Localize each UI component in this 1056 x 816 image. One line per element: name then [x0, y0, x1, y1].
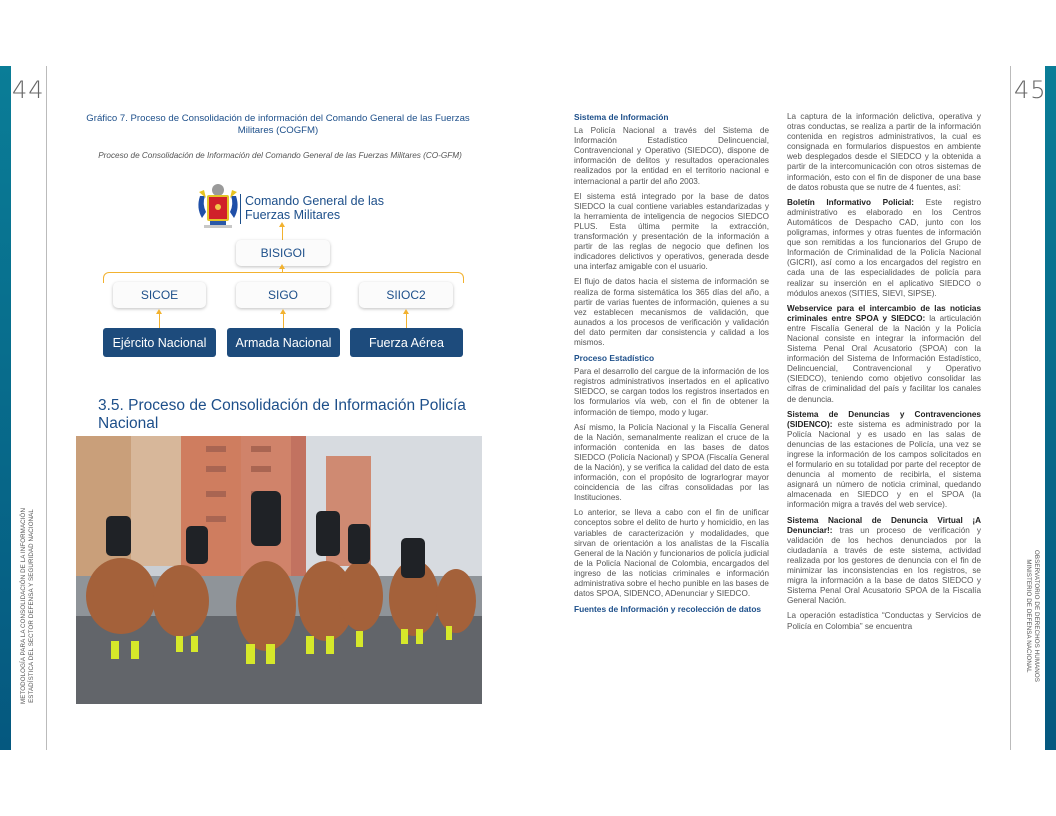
paragraph: Para el desarrollo del cargue de la información de los registros administrativos insertados en el aplicativo SIEDCO, se cargan todos los registros insertados en los formularios vía web, con el fin de obtener la información de tiempo, modo y lugar.: [574, 367, 769, 417]
paragraph: La Policía Nacional a través del Sistema de Información Estadístico Delincuencial, Contravencional y Operativo (SIEDCO), dispone de información de delitos y resultados operacionales realizados por la entidad en el territorio nacional e internacional a partir del año 2003.: [574, 126, 769, 186]
paragraph-text: Este registro administrativo es elaborado en los Centros Automáticos de Despacho CAD, junto con los poligramas, informes y otras fuentes de información que son remitidas a los funcionarios del Grupo de Información de Criminalidad de la Policía Nacional (GICRI), así como a los encargados del registro en cada una de las especialidades de policía para realizar su inserción en el aplicativo SIEDCO o módulos anexos (SITIES, SIEVI, SIPSE).: [787, 197, 981, 298]
arrow-ejercito: [159, 313, 160, 328]
term-boletin: Boletín Informativo Policial:: [787, 197, 915, 207]
cogfm-title-line1: Comando General de las: [245, 194, 384, 208]
node-siioc2: SIIOC2: [359, 282, 453, 308]
paragraph: El flujo de datos hacia el sistema de información se realiza de forma sistemática los 365 días del año, a partir de varias fuentes de información, quienes a su vez establecen mecanismos de validación, que aunados a los procesos de verificación y validación del dato permiten dar consistencia y calidad a los mismos.: [574, 277, 769, 347]
heading-sistema-informacion: Sistema de Información: [574, 112, 669, 122]
paragraph: Así mismo, la Policía Nacional y la Fiscalía General de la Nación, semanalmente realizan el cruce de la información contenida en las bases de datos SIEDCO (Policía Nacional) y SPOA (Fiscalía General de la Nación), y se verifica la calidad del dato de esta información, con el propósito de lograrlograr mayor coincidencia de las cifras consolidadas por las Instituciones.: [574, 422, 769, 503]
right-running-header: [1024, 550, 1040, 682]
right-edge-bar: [1045, 66, 1056, 750]
section-title: 3.5. Proceso de Consolidación de Información Policía Nacional: [98, 397, 466, 432]
logo-separator: [240, 194, 241, 224]
paragraph: La operación estadística “Conductas y Servicios de Policía en Colombia” se encuentra: [787, 611, 981, 631]
term-webservice: Webservice para el intercambio de las noticias criminales entre SPOA y SIEDCO:: [787, 303, 981, 323]
paragraph-text: tras un proceso de verificación y validación de los hechos denunciados por la ciudadanía a través de este sistema, actividad realizada por los gestores de denuncia con el fin de minimizar las inconsistencias en los registros, se migra la información a la base de datos SIEDCO y Sistema Penal Oral Acusatorio SPOA de la Fiscalía General Nación.: [787, 525, 981, 606]
arrow-armada: [283, 313, 284, 328]
text-column-2: [787, 112, 981, 637]
left-edge-bar: [0, 66, 11, 750]
figure-title: Gráfico 7. Proceso de Consolidación de información del Comando General de las Fuerzas Militares (COGFM): [86, 113, 470, 136]
node-sicoe: SICOE: [113, 282, 206, 308]
text-column-1: [574, 112, 769, 618]
right-divider: [1010, 66, 1011, 750]
cogfm-title-line2: Fuerzas Militares: [245, 208, 341, 222]
right-running-header-line1: OBSERVATORIO DE DERECHOS HUMANOS: [1033, 550, 1040, 683]
right-running-header-line2: MINISTERIO DE DEFENSA NACIONAL: [1025, 559, 1032, 673]
left-running-header: [20, 508, 36, 704]
page-number-left: 44: [12, 76, 45, 104]
paragraph: El sistema está integrado por la base de datos SIEDCO la cual contiene variables estandarizadas y la herramienta de inteligencia de negocios SIEDCO PLUS. Esta última permite la extracción, transformación y presentación de la información a partir de las reglas de negocio que definen los indicadores delictivos y operativos, generada desde una interfaz amigable con el usuario.: [574, 191, 769, 272]
military-coat-of-arms-icon: [196, 182, 240, 230]
paragraph-webservice: [787, 304, 981, 405]
heading-fuentes-informacion: Fuentes de Información y recolección de datos: [574, 604, 762, 615]
figure-subtitle: Proceso de Consolidación de Información del Comando General de las Fuerzas Militares (CO-GFM): [98, 151, 462, 160]
node-armada-nacional: Armada Nacional: [227, 328, 340, 357]
mounted-police-photo: [76, 436, 482, 704]
left-running-header-line1: METODOLOGÍA PARA LA CONSOLIDACIÓN DE LA INFORMACIÓN: [20, 507, 27, 704]
heading-proceso-estadistico: Proceso Estadístico: [574, 353, 655, 364]
paragraph-boletin: [787, 198, 981, 299]
paragraph-text: la articulación entre Fiscalía General de la Nación y la Policía Nacional consiste en integrar la información del Sistema Penal Oral Acusatorio (SPOA) con la información del Sistema de Información Estadístico, Delincuencial, Contravencional y Operativo (SIEDCO), teniendo como objetivo consolidar las cifras de criminalidad del país y facilitar los canales de denuncia.: [787, 313, 981, 404]
paragraph-adenunciar: [787, 516, 981, 607]
node-ejercito-nacional: Ejército Nacional: [103, 328, 216, 357]
paragraph: La captura de la información delictiva, operativa y otras conductas, se realiza a partir de la información contenida en registros administrativos, la cual es consignada en formularios dispuestos en ambiente web desplegados desde el SIEDCO y la obtenida a partir de la intercomunicación con otros sistemas de información, esto con el fin de disponer de una base de datos robusta que se nutre de 4 fuentes, así:: [787, 112, 981, 192]
paragraph-text: este sistema es administrado por la Policía Nacional y es usado en las salas de denuncias de las estaciones de Policía, una vez se ingrese la información de los campos solicitados en el formulario en su totalidad por parte del receptor de denuncia al momento de recibirla, el sistema asignará un número de noticia criminal, quedando almacenada en SIEDCO y en el SPOA (la información migra a través del web service).: [787, 419, 981, 510]
paragraph-sidenco: [787, 410, 981, 511]
node-bisigoi: BISIGOI: [236, 240, 330, 266]
arrow-fuerza-aerea: [406, 313, 407, 328]
page-number-right: 45: [1014, 76, 1047, 104]
term-sidenco: Sistema de Denuncias y Contravenciones (SIDENCO):: [787, 409, 981, 429]
node-fuerza-aerea: Fuerza Aérea: [350, 328, 463, 357]
left-running-header-line2: ESTADÍSTICA DEL SECTOR DEFENSA Y SEGURIDAD NACIONAL: [28, 509, 35, 703]
arrow-hub-to-top: [282, 226, 283, 240]
node-sigo: SIGO: [236, 282, 330, 308]
cogfm-title: [245, 194, 384, 222]
paragraph: Lo anterior, se lleva a cabo con el fin de unificar conceptos sobre el delito de hurto y homicidio, en las variables de caracterización y modalidades, que sirvan de orientación a los analistas de la Fiscalía General de la Nación y funcionarios de policía judicial de la Policía Nacional de Colombia, encargados del ingreso de las noticias criminales e información administrativa sobre el hecho punible en las bases de datos SPOA, SIDENCO, ADenunciar y SIEDCO.: [574, 508, 769, 599]
left-divider: [46, 66, 47, 750]
term-adenunciar: Sistema Nacional de Denuncia Virtual ¡A Denunciar!:: [787, 515, 981, 535]
